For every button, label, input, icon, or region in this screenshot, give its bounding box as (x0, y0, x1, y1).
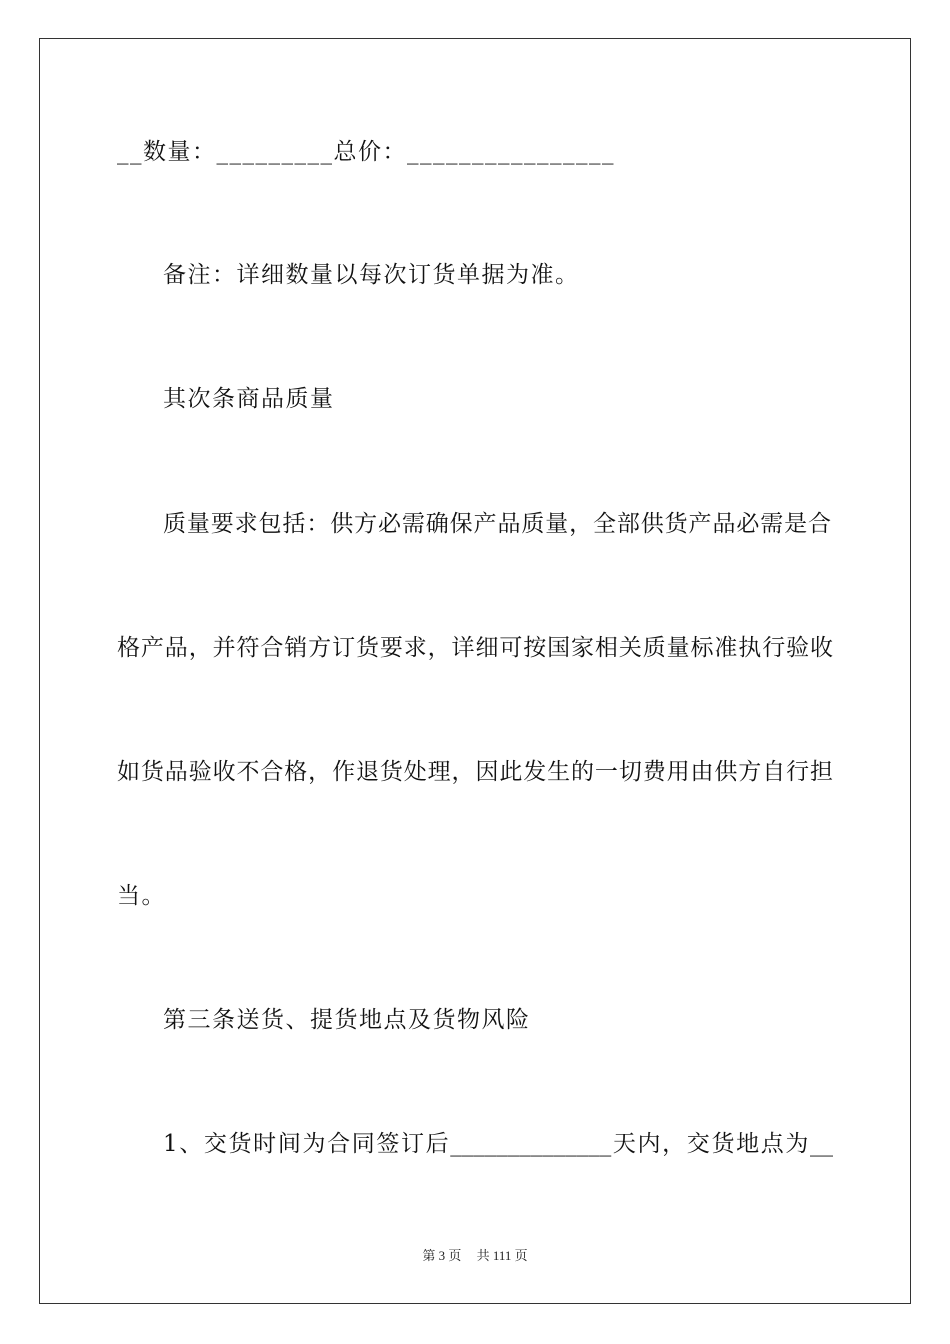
page-border (39, 38, 911, 1304)
quality-paragraph-line-1: 质量要求包括：供方必需确保产品质量，全部供货产品必需是合 (163, 511, 831, 537)
section-2-heading: 其次条商品质量 (163, 386, 335, 412)
page-number: 第 3 页 (422, 1248, 462, 1263)
quantity-total-line: __数量：_________总价：________________ (117, 139, 615, 165)
quality-paragraph-line-2: 格产品，并符合销方订货要求，详细可按国家相关质量标准执行验收 (117, 635, 833, 661)
delivery-clause-line: 1、交货时间为合同签订后______________天内，交货地点为__ (163, 1131, 833, 1157)
quality-paragraph-line-3: 如货品验收不合格，作退货处理，因此发生的一切费用由供方自行担 (117, 759, 833, 785)
quality-paragraph-line-4: 当。 (117, 883, 166, 909)
page-footer (0, 1247, 950, 1265)
section-3-heading: 第三条送货、提货地点及货物风险 (163, 1007, 531, 1033)
page-total: 共 111 页 (476, 1248, 528, 1263)
remark-line: 备注：详细数量以每次订货单据为准。 (163, 262, 580, 288)
